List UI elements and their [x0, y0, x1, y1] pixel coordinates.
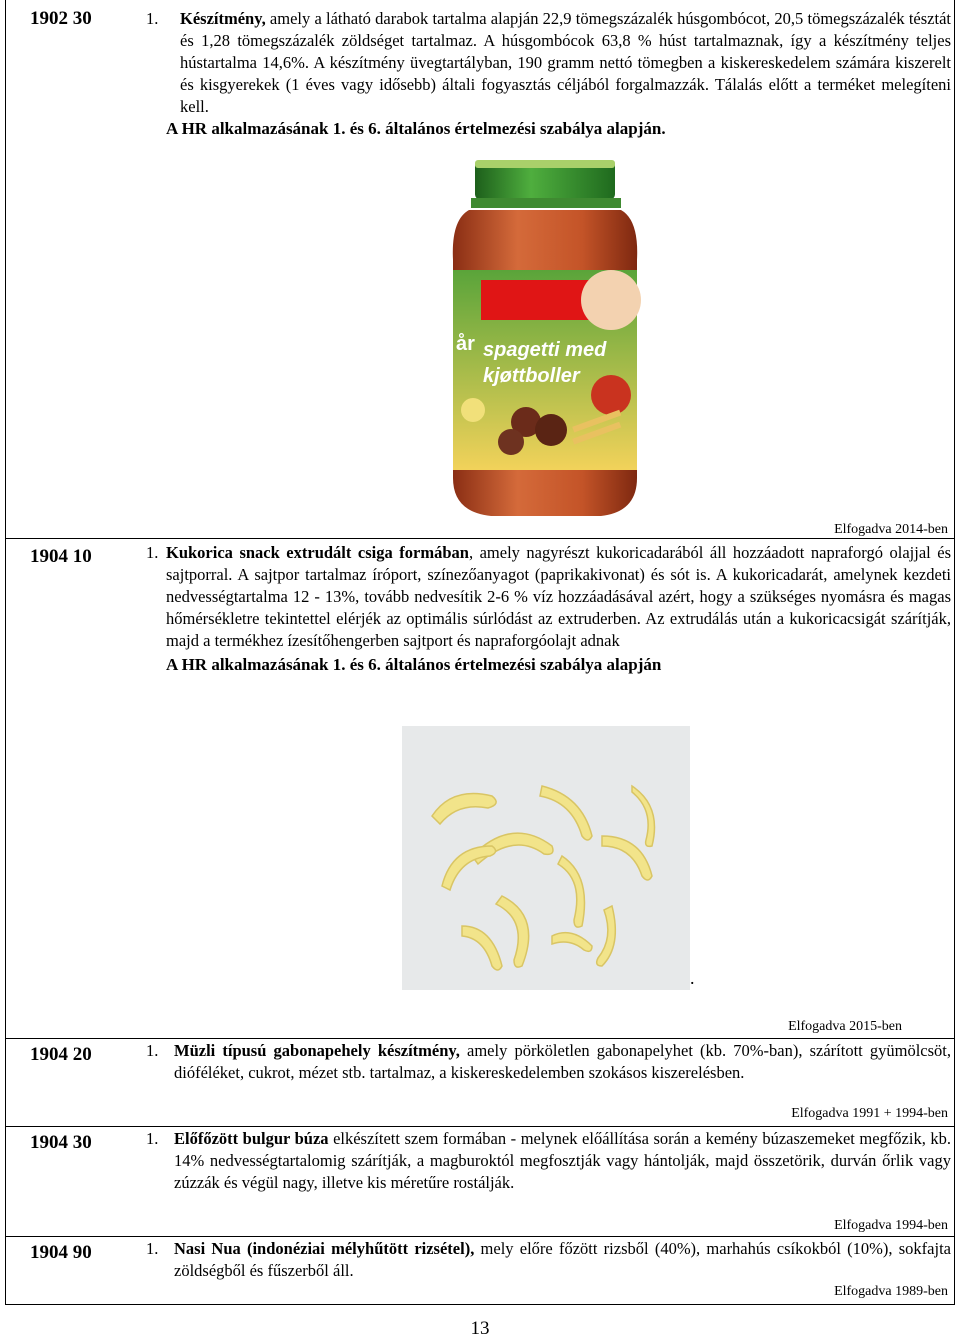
page-number: 13 [470, 1318, 490, 1339]
table-row [6, 0, 954, 539]
item-number: 1. [146, 1129, 159, 1148]
tariff-code: 1904 90 [30, 1242, 92, 1263]
table-row [6, 1038, 954, 1127]
item-number: 1. [146, 543, 159, 562]
entry-body: , amely nagyrészt kukoricadarából áll hozzáadott napraforgó olajjal és sajtporral. A sajtpor tartalmaz íróport, színezőanyagot (paprikakivonat) és sót is. A kukoricadarát, amelynek kezdeti nedvességtartalma 12 - 13%, tovább nedvesítik 2-6 % víz hozzáadásával azért, hogy a szükséges nyomásra és magas hőmérsékletre tekintettel elérjék az optimális súrlódást az extruderben. Az extrudálás után a kukoricacsigát szárítják, majd a termékhez ízesítőhengerben sajtport és napraforgóolajt adnak [166, 543, 951, 650]
table-row [6, 1126, 954, 1237]
entry-title: Előfőzött bulgur búza [174, 1129, 329, 1148]
hr-rule-note: A HR alkalmazásának 1. és 6. általános értelmezési szabálya alapján [166, 655, 662, 674]
entry-body: amely pörköletlen gabonapelyhet (kb. 70%-ban), szárított gyümölcsöt, dióféléket, cukrot, mézet stb. tartalmaz, a kiskereskedelemben szokásos kiszerelésben. [174, 1041, 951, 1082]
item-number: 1. [146, 9, 159, 28]
entry-title: Kukorica snack extrudált csiga formában [166, 543, 469, 562]
table-row [6, 538, 954, 1039]
baby-food-jar-image [431, 160, 656, 520]
trailing-dot: . [690, 968, 695, 988]
entry-title: Nasi Nua (indonéziai mélyhűtött rizsétel), [174, 1239, 475, 1258]
entry-description [146, 542, 951, 676]
accepted-date: Elfogadva 2015-ben [788, 1019, 902, 1034]
corn-snack-image [402, 726, 690, 990]
document-table [5, 0, 955, 1305]
entry-body: amely a látható darabok tartalma alapján 22,9 tömegszázalék húsgombócot, 20,5 tömegszázalék tésztát és 1,28 tömegszázalék zöldséget tartalmaz. A húsgombócok 63,8 % húst tartalmaznak, így a készítmény teljes hústartalma 14,6%. A készítmény üvegtartályban, 190 gramm nettó tömegben a kiskereskedelem számára kiszerelt és kisgyerekek (1 éves vagy idősebb) általi fogyasztás céljából forgalmazzák. Tálalás előtt a terméket melegíteni kell. [180, 9, 951, 116]
entry-description [146, 1238, 951, 1282]
accepted-date: Elfogadva 1991 + 1994-ben [791, 1106, 948, 1121]
tariff-code: 1904 30 [30, 1132, 92, 1153]
entry-description [146, 8, 951, 140]
tariff-code: 1904 10 [30, 546, 92, 567]
tariff-code: 1904 20 [30, 1044, 92, 1065]
entry-description [146, 1040, 951, 1084]
jar-label-line2: kjøttboller [483, 365, 580, 387]
entry-description [146, 1128, 951, 1194]
jar-brand-text: år [456, 333, 475, 355]
entry-body: mely előre főzött rizsből (40%), marhahús csíkokból (10%), sokfajta zöldségből és fűszerből áll. [174, 1239, 951, 1280]
tariff-code: 1902 30 [30, 8, 92, 29]
jar-label-line1: spagetti med [483, 339, 607, 361]
entry-body: elkészített szem formában - melynek előállítása során a kemény búzaszemeket megfőzik, kb. 14% nedvességtartalomig szárítják, a magburoktól megfosztják vagy hántolják, majd összetörik, durván őrlik vagy zúzzák és végül nagy, illetve kis méretűre rostálják. [174, 1129, 951, 1192]
entry-title: Készítmény, [180, 9, 266, 28]
entry-title: Müzli típusú gabonapehely készítmény, [174, 1041, 460, 1060]
accepted-date: Elfogadva 1994-ben [834, 1218, 948, 1233]
accepted-date: Elfogadva 2014-ben [834, 522, 948, 537]
item-number: 1. [146, 1239, 159, 1258]
accepted-date: Elfogadva 1989-ben [834, 1284, 948, 1299]
hr-rule-note: A HR alkalmazásának 1. és 6. általános értelmezési szabálya alapján. [166, 119, 666, 138]
table-row [6, 1236, 954, 1305]
item-number: 1. [146, 1041, 159, 1060]
